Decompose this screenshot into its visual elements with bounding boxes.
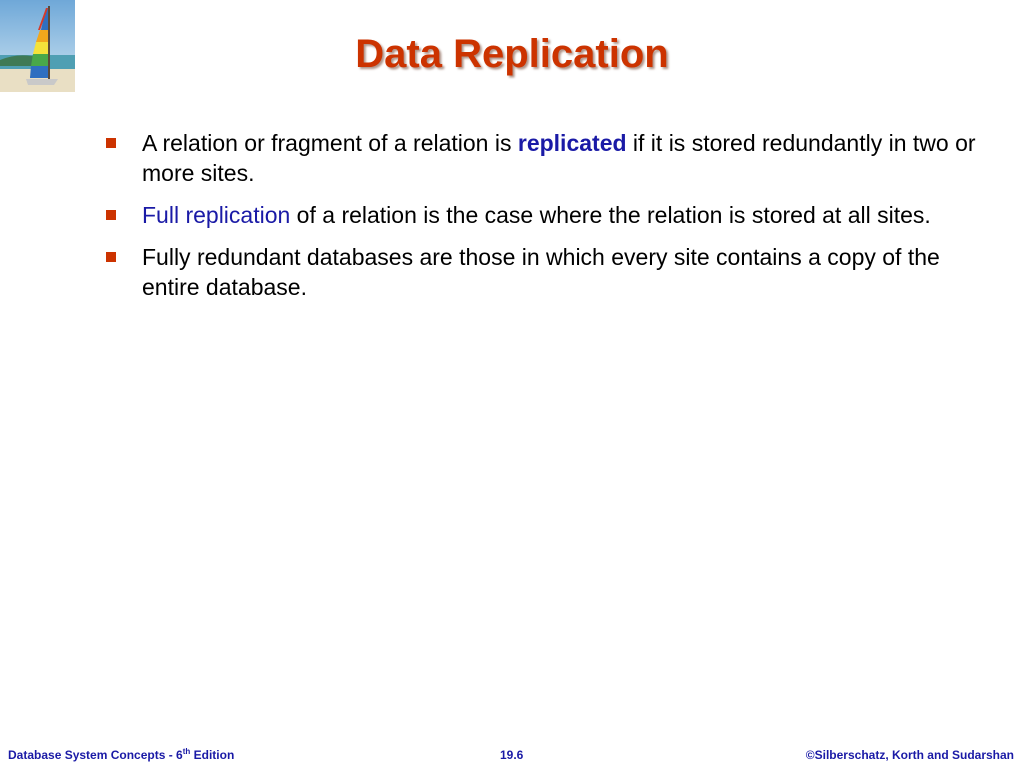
footer-book-title-main: Database System Concepts - 6 bbox=[8, 748, 183, 762]
bullet-text bbox=[142, 128, 985, 188]
footer-book-title bbox=[8, 748, 234, 762]
full-replication-term: Full replication bbox=[142, 202, 291, 228]
bullet-item-replicated bbox=[105, 128, 985, 188]
footer-copyright: ©Silberschatz, Korth and Sudarshan bbox=[805, 748, 1014, 762]
slide-footer bbox=[0, 746, 1024, 764]
bullet-list bbox=[105, 128, 985, 314]
slide-title: Data Replication bbox=[355, 32, 669, 76]
bullet-text-before: A relation or fragment of a relation is bbox=[142, 130, 518, 156]
square-bullet-icon bbox=[106, 252, 116, 262]
slide-number: 19.6 bbox=[500, 748, 524, 762]
square-bullet-icon bbox=[106, 138, 116, 148]
bullet-item-fully-redundant bbox=[105, 242, 985, 302]
bullet-text: Fully redundant databases are those in which every site contains a copy of the entire database. bbox=[142, 244, 940, 300]
bullet-text-after: of a relation is the case where the relation is stored at all sites. bbox=[290, 202, 931, 228]
bullet-text-after: if it is stored redundantly in two or more sites. bbox=[142, 130, 976, 186]
bullet-text bbox=[142, 200, 985, 230]
bullet-item-full-replication bbox=[105, 200, 985, 230]
footer-book-title-sup: th bbox=[182, 747, 191, 756]
footer-book-title-end: Edition bbox=[190, 748, 235, 762]
square-bullet-icon bbox=[106, 210, 116, 220]
replicated-term: replicated bbox=[517, 130, 627, 156]
